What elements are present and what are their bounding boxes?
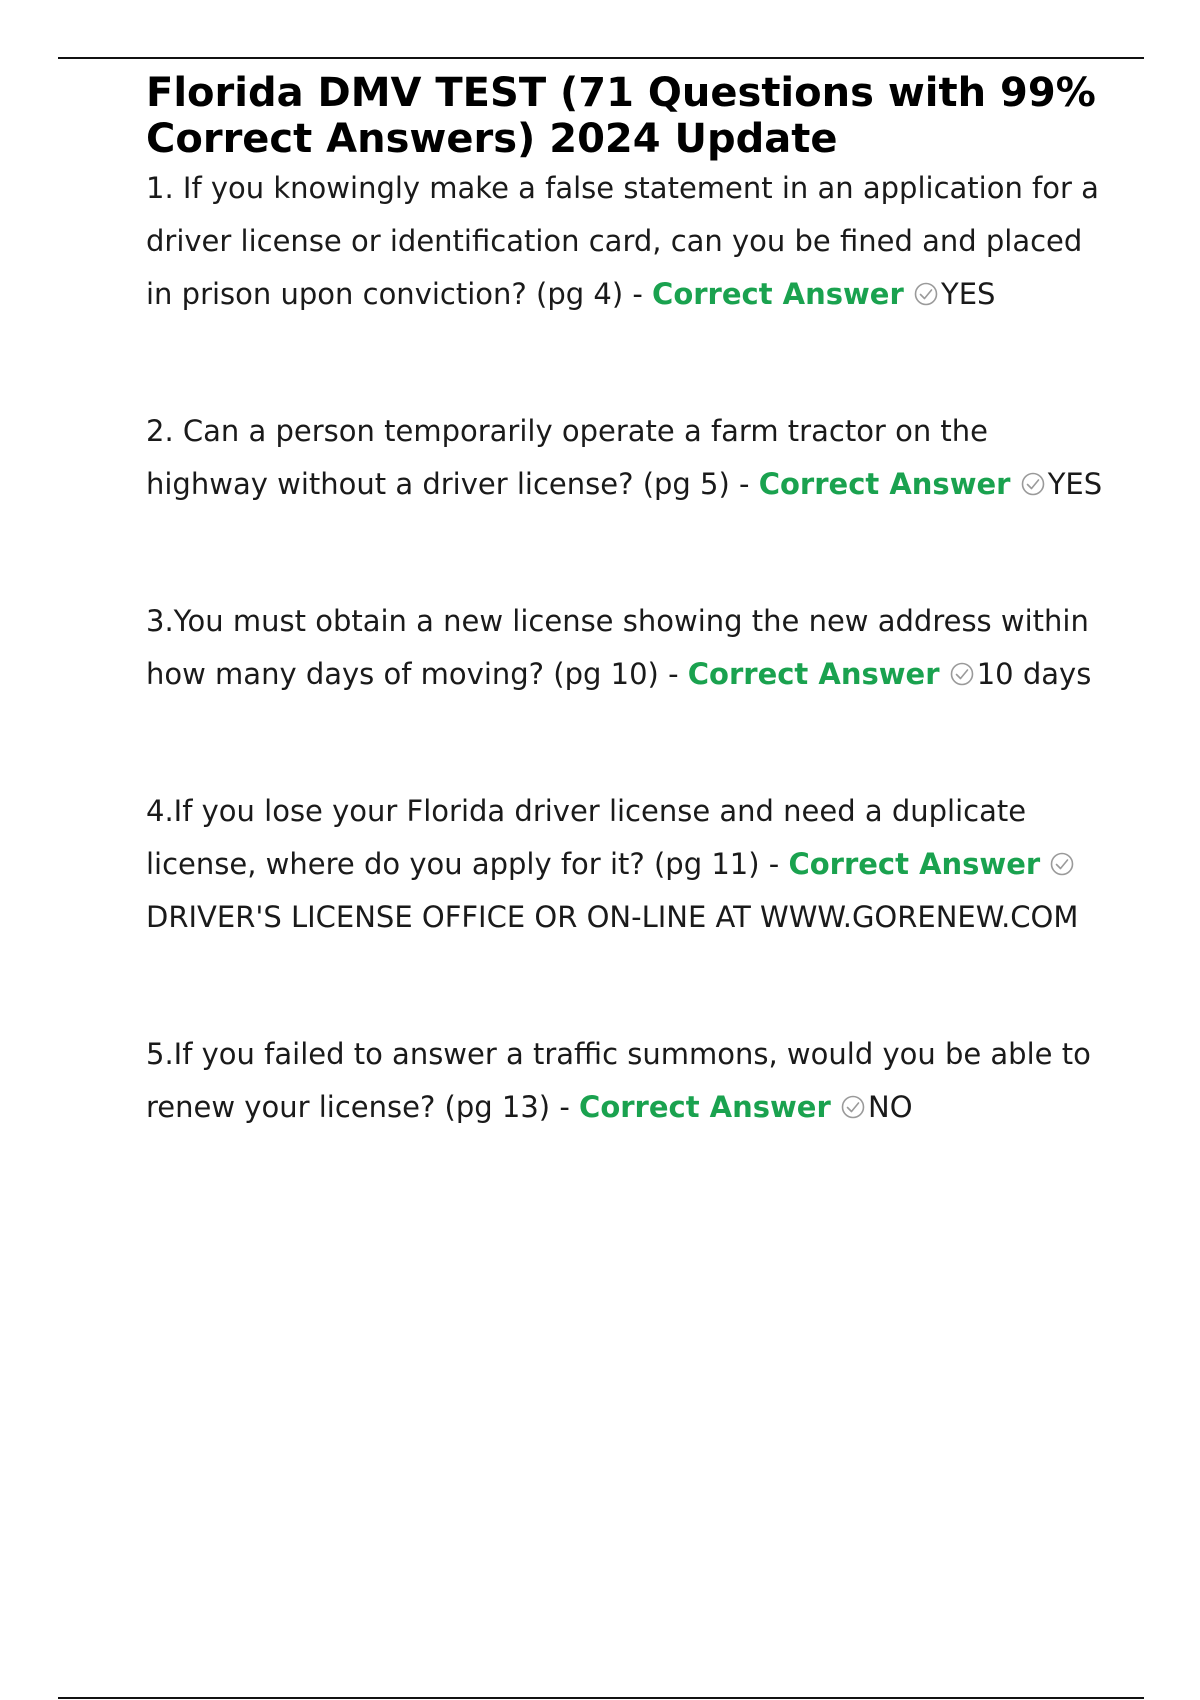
question-2 — [146, 405, 1106, 511]
answer-text: YES — [941, 277, 996, 311]
document-body — [146, 70, 1106, 1134]
question-text: 1. If you knowingly make a false statement in an application for a driver license or identification card, can you be fined and placed in prison upon conviction? (pg 4) - — [146, 171, 1099, 311]
question-text: 5.If you failed to answer a traffic summons, would you be able to renew your license? (pg 13) - — [146, 1037, 1091, 1124]
question-text: 2. Can a person temporarily operate a farm tractor on the highway without a driver license? (pg 5) - — [146, 414, 989, 501]
correct-answer-label: Correct Answer — [758, 467, 1011, 501]
question-3 — [146, 595, 1106, 701]
bottom-rule — [58, 1697, 1144, 1699]
answer-text: DRIVER'S LICENSE OFFICE OR ON-LINE AT WWW.GORENEW.COM — [146, 900, 1079, 934]
circle-check-icon — [840, 1094, 866, 1120]
correct-answer-label: Correct Answer — [788, 847, 1041, 881]
question-5 — [146, 1028, 1106, 1134]
answer-text: YES — [1047, 467, 1103, 501]
question-text: 4.If you lose your Florida driver license and need a duplicate license, where do you apply for it? (pg 11) - — [146, 794, 1027, 881]
document-title: Florida DMV TEST (71 Questions with 99% Correct Answers) 2024 Update — [146, 70, 1096, 162]
answer-text: 10 days — [976, 657, 1092, 691]
question-1 — [146, 162, 1106, 321]
circle-check-icon — [1020, 471, 1046, 497]
circle-check-icon — [1049, 851, 1075, 877]
answer-text: NO — [868, 1090, 913, 1124]
top-rule — [58, 57, 1144, 59]
question-text: 3.You must obtain a new license showing the new address within how many days of moving? (pg 10) - — [146, 604, 1089, 691]
question-4 — [146, 785, 1106, 944]
correct-answer-label: Correct Answer — [579, 1090, 831, 1124]
correct-answer-label: Correct Answer — [687, 657, 940, 691]
circle-check-icon — [913, 281, 939, 307]
correct-answer-label: Correct Answer — [652, 277, 904, 311]
circle-check-icon — [949, 661, 975, 687]
